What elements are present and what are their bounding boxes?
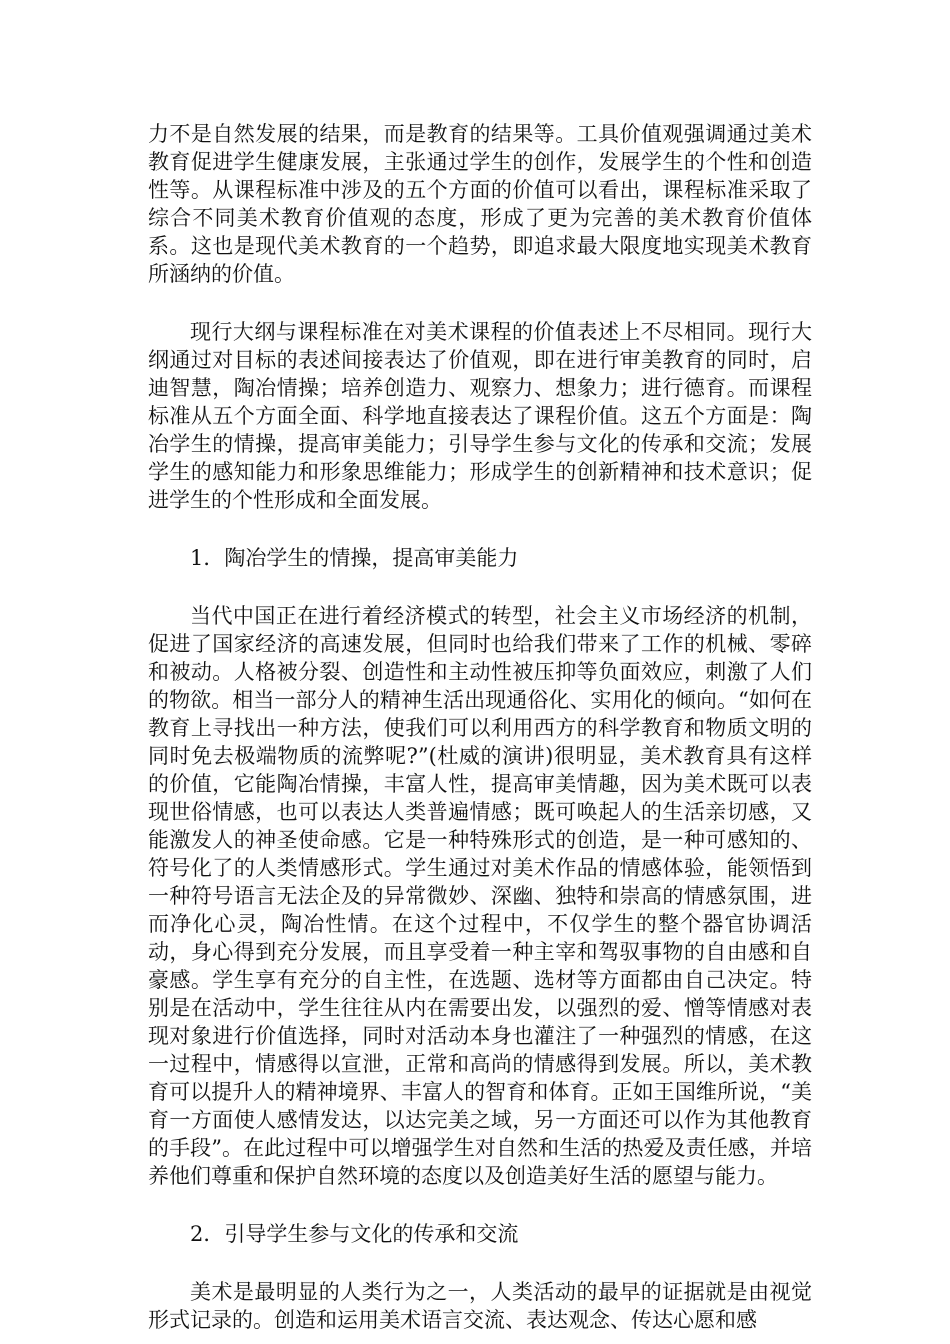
paragraph-curriculum-values: 现行大纲与课程标准在对美术课程的价值表述上不尽相同。现行大纲通过对目标的表述间接表达了价值观，即在进行审美教育的同时，启迪智慧，陶冶情操；培养创造力、观察力、想象力；进行德育。而课程标准从五个方面全面、科学地直接表达了课程价值。这五个方面是：陶冶学生的情操，提高审美能力；引导学生参与文化的传承和交流；发展学生的感知能力和形象思维能力；形成学生的创新精神和技术意识；促进学生的个性形成和全面发展。: [148, 320, 812, 512]
paragraph-aesthetic-education: 当代中国正在进行着经济模式的转型，社会主义市场经济的机制，促进了国家经济的高速发展，但同时也给我们带来了工作的机械、零碎和被动。人格被分裂、创造性和主动性被压抑等负面效应，刺激了人们的物欲。相当一部分人的精神生活出现通俗化、实用化的倾向。“如何在教育上寻找出一种方法，使我们可以利用西方的科学教育和物质文明的同时免去极端物质的流弊呢?”(杜威的演讲)很明显，美术教育具有这样的价值，它能陶冶情操，丰富人性，提高审美情趣，因为美术既可以表现世俗情感，也可以表达人类普遍情感；既可唤起人的生活亲切感，又能激发人的神圣使命感。它是一种特殊形式的创造，是一种可感知的、符号化了的人类情感形式。学生通过对美术作品的情感体验，能领悟到一种符号语言无法企及的异常微妙、深幽、独特和崇高的情感氛围，进而净化心灵，陶冶性情。在这个过程中，不仅学生的整个器官协调活动，身心得到充分发展，而且享受着一种主宰和驾驭事物的自由感和自豪感。学生享有充分的自主性，在选题、选材等方面都由自己决定。特别是在活动中，学生往往从内在需要出发，以强烈的爱、憎等情感对表现对象进行价值选择，同时对活动本身也灌注了一种强烈的情感，在这一过程中，情感得以宣泄，正常和高尚的情感得到发展。所以，美术教育可以提升人的精神境界、丰富人的智育和体育。正如王国维所说，“美育一方面使人感情发达，以达完美之域，另一方面还可以作为其他教育的手段”。在此过程中可以增强学生对自然和生活的热爱及责任感，并培养他们尊重和保护自然环境的态度以及创造美好生活的愿望与能力。: [148, 604, 812, 1188]
section-heading-1: 1．陶冶学生的情操，提高审美能力: [190, 546, 519, 570]
document-body: [148, 120, 812, 1334]
section-heading-2: 2．引导学生参与文化的传承和交流: [190, 1222, 519, 1246]
paragraph-continued: 力不是自然发展的结果，而是教育的结果等。工具价值观强调通过美术教育促进学生健康发展，主张通过学生的创作，发展学生的个性和创造性等。从课程标准中涉及的五个方面的价值可以看出，课程标准采取了综合不同美术教育价值观的态度，形成了更为完善的美术教育价值体系。这也是现代美术教育的一个趋势，即追求最大限度地实现美术教育所涵纳的价值。: [148, 122, 812, 286]
paragraph-cultural-exchange: 美术是最明显的人类行为之一，人类活动的最早的证据就是由视觉形式记录的。创造和运用美术语言交流、表达观念、传达心愿和感: [148, 1280, 812, 1332]
